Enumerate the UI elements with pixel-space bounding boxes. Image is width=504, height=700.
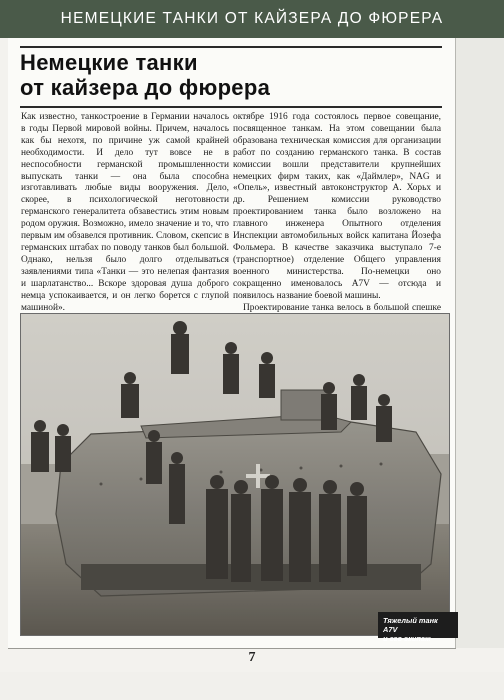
paragraph: Проектирование танка велось в большой спешке: [243, 302, 441, 313]
title-rule-bottom: [20, 106, 442, 108]
page-number: 7: [248, 650, 256, 665]
bottom-margin: [0, 672, 504, 700]
footer-rule: [8, 648, 456, 649]
running-header: [0, 0, 504, 38]
title-rule-top: [20, 46, 442, 48]
photo-tank-a7v-crew: [20, 313, 450, 636]
paragraph: октябре 1916 года состоялось первое совещание, посвященное танкам. На этом совещании была образована техническая комиссия для организации работ по созданию германского танка. В состав комиссии вошли представители крупнейших немецких фирм таких, как «Даймлер», NAG и «Опель», известный автоконструктор А. Хорьх и др. Решением комиссии руководство проектированием танка было возложено на главного инженера Опытного отделения Инспекции автомобильных войск капитана Йозефа Фольмера. В качестве заказчика выступало 7-е (транспортное) отделение Общего управления военного министерства. По-немецки оно сокращенно именовалось A7V — отсюда и появилось название боевой машины.: [233, 112, 441, 301]
running-header-title: НЕМЕЦКИЕ ТАНКИ ОТ КАЙЗЕРА ДО ФЮРЕРА: [60, 10, 444, 27]
photo-illustration: [21, 314, 450, 636]
photo-caption: [378, 612, 458, 643]
caption-line: Тяжелый танк A7V: [383, 616, 438, 634]
article-title: Немецкие танки от кайзера до фюрера: [20, 50, 271, 100]
paragraph: Как известно, танкостроение в Германии началось в годы Первой мировой войны. Причем, началось как бы нехотя, по причине уж самой крайней необходимости. И дело тут вовсе не в неспособности германской промышленности выпускать танки — она была способна изготавливать любые виды вооружения. Дело, скорее, в психологической неготовности германского генералитета обзавестись этим новым родом оружия. Возможно, имело значение и то, что первым им обзавелся противник. Словом, скепсис в германских штабах по поводу танков был большой. Однако, нельзя было долго отделываться заявлениями типа «Танки — это нелепая фантазия и шарлатанство... Вскоре здоровая душа доброго немца успокаивается, и он легко борется с глупой машиной».: [21, 112, 229, 313]
caption-line: и его экипаж: [383, 634, 431, 643]
right-margin: [456, 38, 504, 648]
